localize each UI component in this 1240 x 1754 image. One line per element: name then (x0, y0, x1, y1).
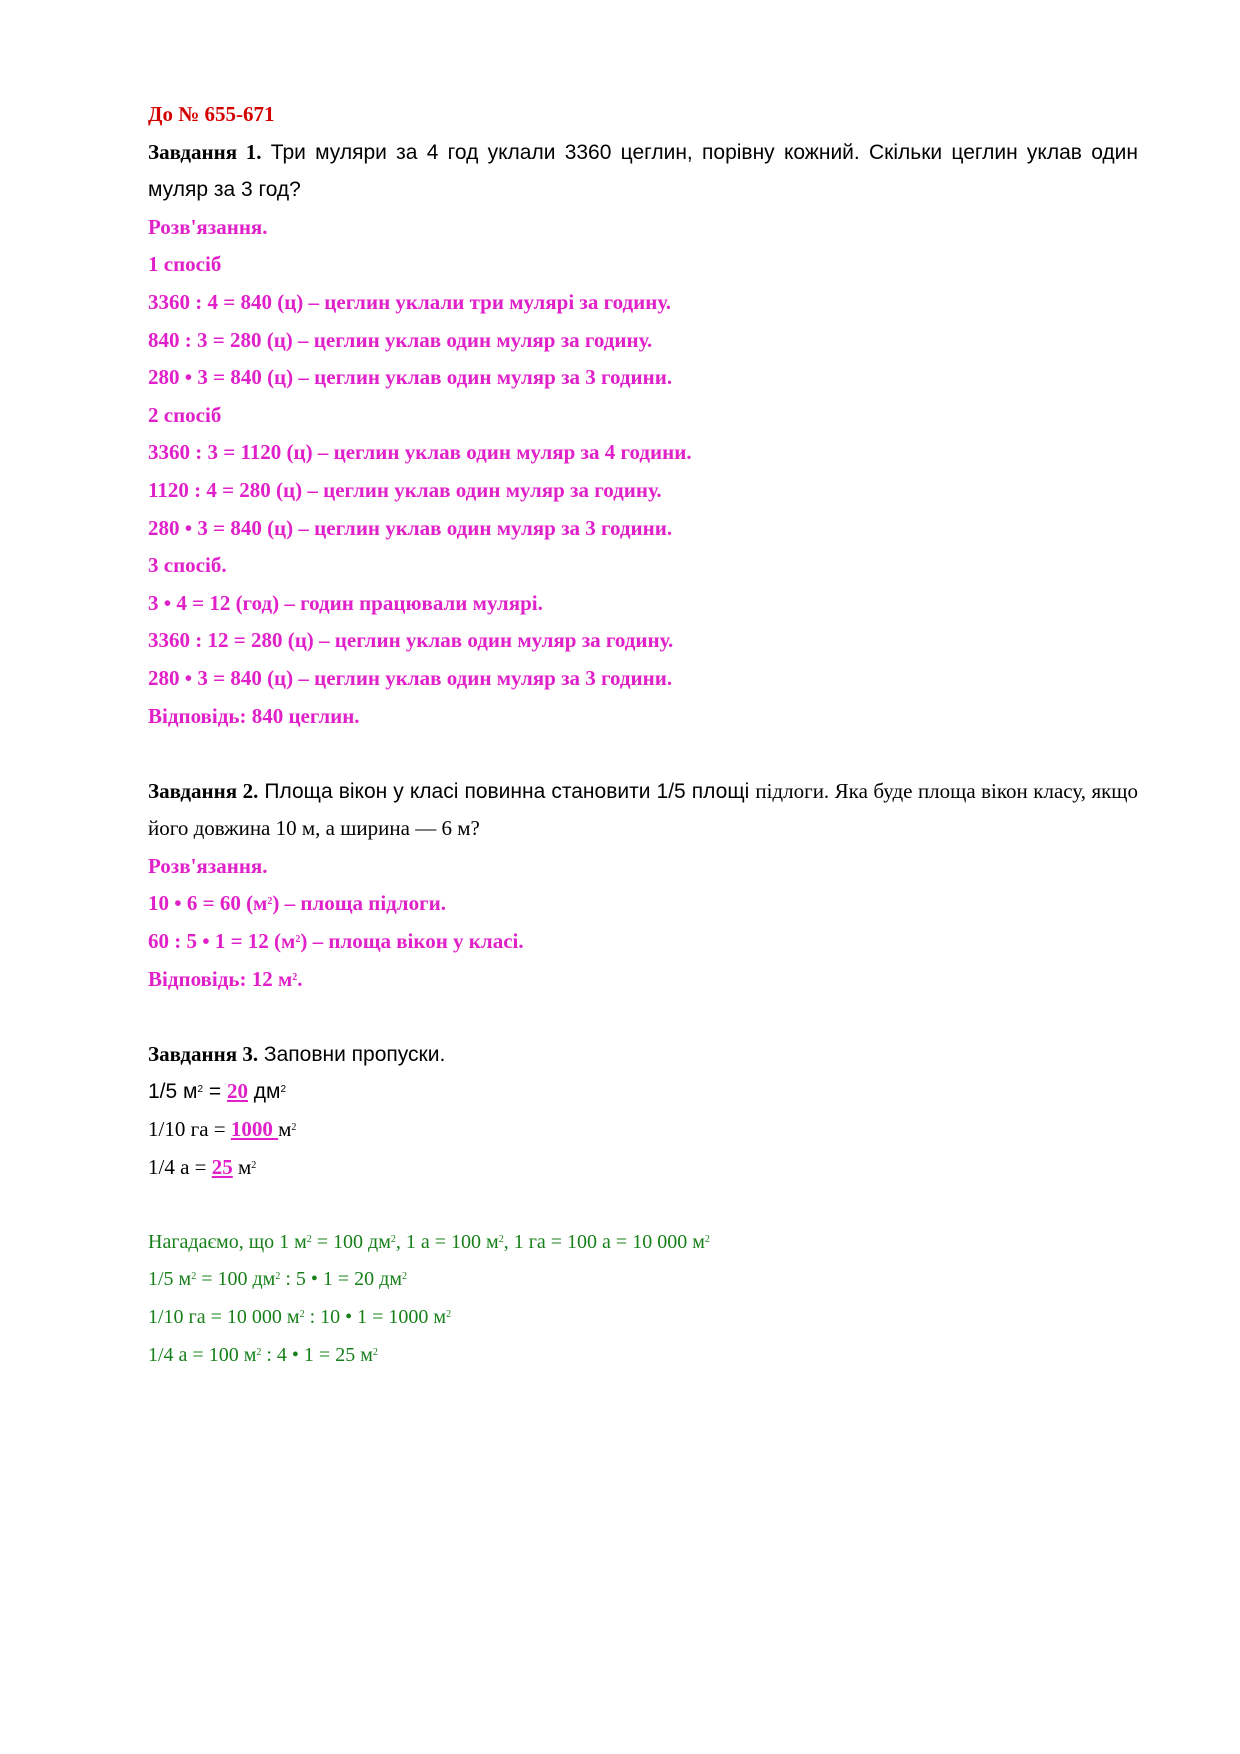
task1-answer: Відповідь: 840 цеглин. (148, 703, 360, 728)
superscript: 2 (402, 1271, 408, 1283)
document-page (148, 96, 1138, 1374)
spacer (148, 998, 1138, 1036)
superscript: 2 (299, 1309, 305, 1320)
task3-row1-eq: = (203, 1080, 227, 1104)
superscript: 2 (197, 1084, 204, 1096)
task3-row (148, 1073, 1138, 1111)
task3-row (148, 1111, 1138, 1149)
reminder-l4-b: : 4 • 1 = 25 м (261, 1343, 373, 1366)
superscript: 2 (275, 1271, 281, 1283)
task1-method1-step: 280 • 3 = 840 (ц) – цеглин уклав один муляр за 3 години. (148, 365, 673, 390)
reminder-l2-b: = 100 дм (196, 1268, 276, 1291)
task1-method3-label: 3 спосіб. (148, 553, 227, 578)
reminder-l1-c: , 1 а = 100 м (395, 1230, 499, 1253)
task3-label: Завдання 3. (148, 1041, 259, 1066)
task2-step1-a: 10 • 6 = 60 (м (148, 891, 268, 916)
task1-method2-label: 2 спосіб (148, 402, 222, 427)
task1-method3-step: 3360 : 12 = 280 (ц) – цеглин уклав один муляр за годину. (148, 628, 674, 653)
task3-row2-left: 1/10 га = (148, 1117, 231, 1142)
reminder-l1-a: Нагадаємо, що 1 м (148, 1230, 307, 1253)
task1-method2-step: 3360 : 3 = 1120 (ц) – цеглин уклав один муляр за 4 години. (148, 440, 692, 465)
superscript: 2 (295, 934, 301, 946)
task1-label: Завдання 1. (148, 139, 262, 164)
superscript: 2 (251, 1159, 257, 1171)
spacer (148, 735, 1138, 773)
reminder-l2-c: : 5 • 1 = 20 дм (280, 1268, 403, 1291)
reminder-line (148, 1299, 1138, 1337)
reminder-l1-d: , 1 га = 100 а = 10 000 м (503, 1230, 705, 1253)
task3-row1-left: 1/5 м (148, 1080, 198, 1104)
task3-row2-fill: 1000 (230, 1117, 279, 1142)
superscript: 2 (191, 1271, 197, 1283)
superscript: 2 (704, 1233, 710, 1245)
task2-solution-label: Розв'язання. (148, 853, 268, 878)
reminder-l3-b: : 10 • 1 = 1000 м (304, 1306, 447, 1328)
task3-row1-fill: 20 (226, 1079, 248, 1104)
task2-step1-b: ) – площа підлоги. (272, 891, 446, 916)
task2-step (148, 885, 1138, 923)
task2-text-part1: Площа вікон у класі повинна становити 1/5 площі (258, 779, 756, 803)
superscript: 2 (446, 1309, 452, 1320)
task1-method2-step: 280 • 3 = 840 (ц) – цеглин уклав один муляр за 3 години. (148, 515, 673, 540)
task2-answer-text: Відповідь: 12 м (148, 966, 293, 991)
task3-row3-unit: м (232, 1154, 252, 1179)
superscript: 2 (390, 1233, 396, 1245)
spacer (148, 1186, 1138, 1224)
task2-step2-a: 60 : 5 • 1 = 12 (м (148, 929, 296, 954)
task1-text: Три муляри за 4 год уклали 3360 цеглин, порівну кожний. Скільки цеглин уклав один муляр за 3 год? (148, 140, 1139, 202)
superscript: 2 (291, 1122, 297, 1134)
task2-text-part2: підлоги. Яка буде площа вікон класу, якщо його довжина 10 м, а ширина — 6 м? (148, 778, 1138, 841)
task1-statement (148, 134, 1138, 209)
header-title: До № 655-671 (148, 102, 275, 126)
reminder-l1-b: = 100 дм (311, 1230, 391, 1253)
task2-step2-b: ) – площа вікон у класі. (300, 929, 524, 954)
superscript: 2 (498, 1233, 504, 1245)
superscript: 2 (306, 1233, 312, 1245)
superscript: 2 (372, 1346, 378, 1358)
reminder-line (148, 1261, 1138, 1299)
reminder-line (148, 1224, 1138, 1262)
superscript: 2 (267, 896, 273, 908)
reminder-l3-a: 1/10 га = 10 000 м (148, 1306, 300, 1328)
task3-text: Заповни пропуски. (258, 1042, 446, 1066)
task2-answer (148, 961, 1138, 999)
reminder-l4-a: 1/4 а = 100 м (148, 1343, 257, 1366)
superscript: 2 (256, 1346, 262, 1358)
task3-row (148, 1149, 1138, 1187)
reminder-l2-a: 1/5 м (148, 1268, 192, 1291)
task1-method1-step: 840 : 3 = 280 (ц) – цеглин уклав один муляр за годину. (148, 327, 653, 352)
reminder-line (148, 1337, 1138, 1375)
task1-method3-step: 3 • 4 = 12 (год) – годин працювали мулярі. (148, 590, 543, 615)
task3-row1-unit: дм (247, 1080, 281, 1104)
task1-solution-label: Розв'язання. (148, 214, 268, 239)
task3-row2-unit: м (278, 1117, 292, 1142)
superscript: 2 (292, 971, 298, 983)
task2-label: Завдання 2. (148, 778, 259, 803)
task2-step (148, 923, 1138, 961)
task3-row3-left: 1/4 а = (148, 1154, 212, 1179)
task3-statement (148, 1036, 1138, 1074)
task2-answer-end: . (297, 966, 303, 991)
superscript: 2 (280, 1084, 287, 1096)
task1-method1-step: 3360 : 4 = 840 (ц) – цеглин уклали три мулярі за годину. (148, 289, 671, 314)
task2-statement (148, 773, 1138, 848)
task3-row3-fill: 25 (211, 1154, 233, 1179)
task1-method1-label: 1 спосіб (148, 252, 222, 277)
task1-method3-step: 280 • 3 = 840 (ц) – цеглин уклав один муляр за 3 години. (148, 665, 673, 690)
task1-method2-step: 1120 : 4 = 280 (ц) – цеглин уклав один муляр за годину. (148, 477, 662, 502)
